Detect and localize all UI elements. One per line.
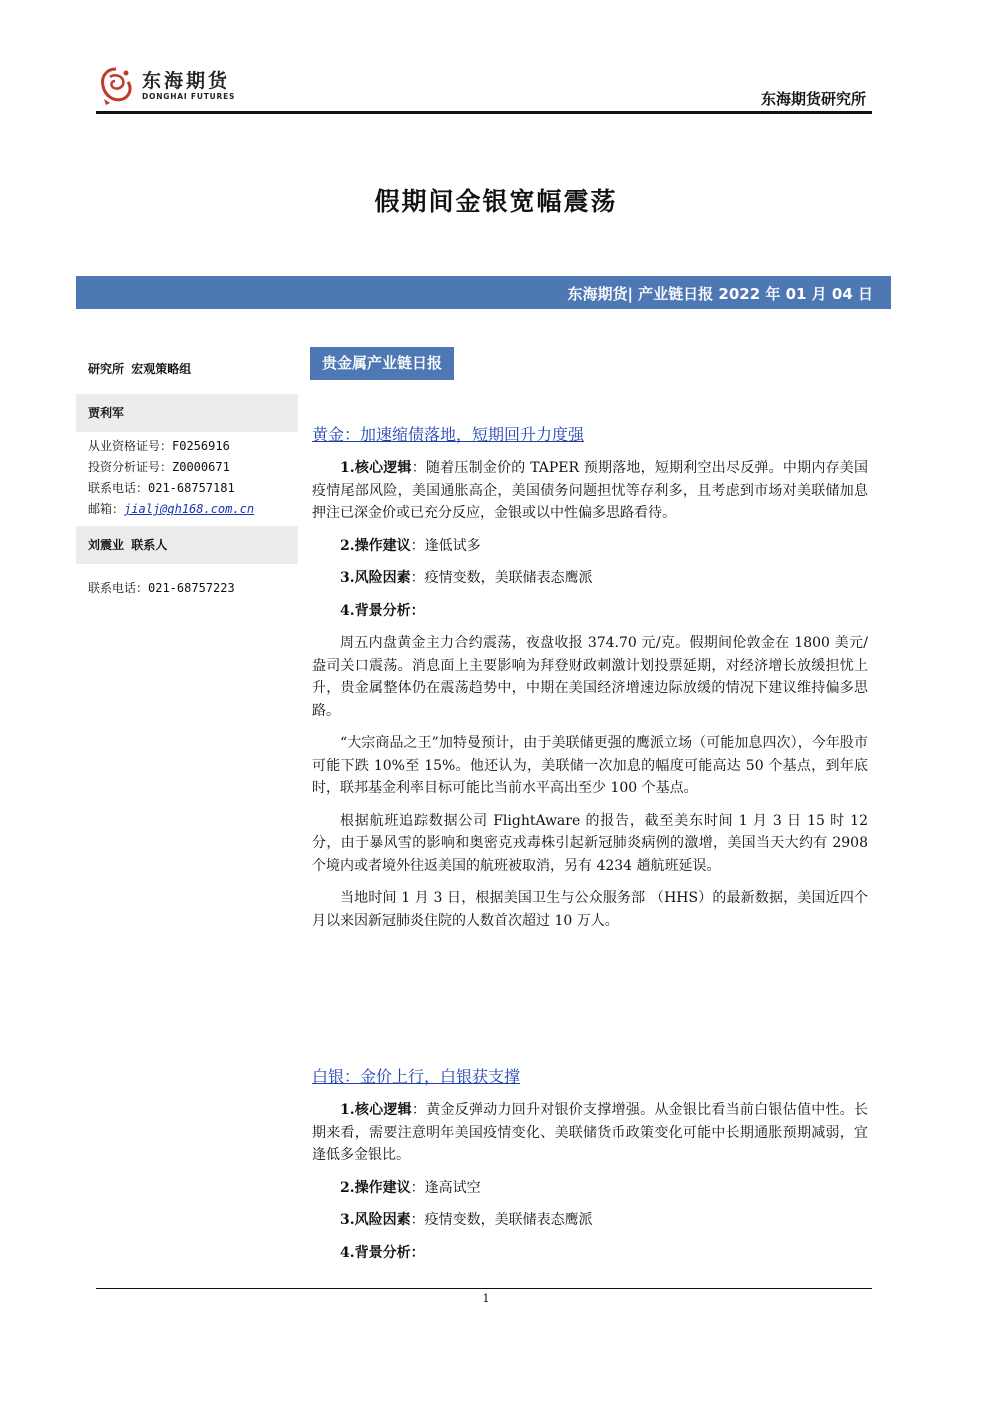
gold-advice-label: 2.操作建议	[340, 537, 411, 554]
analyst-name: 贾利军	[76, 394, 298, 432]
gold-risk-label: 3.风险因素	[340, 570, 411, 586]
report-banner	[76, 276, 891, 309]
gold-bg-p2: “大宗商品之王”加特曼预计，由于美联储更强的鹰派立场（可能加息四次），今年股市可能下跌 10%至 15%。他还认为，美联储一次加息的幅度可能高达 50 个基点，到年底时，联邦基金利率目标可能比当前水平高出至少 100 个基点。	[312, 735, 868, 796]
contact-phone: 联系电话：021-68757223	[88, 581, 235, 595]
analyst-phone: 联系电话：021-68757181	[88, 481, 235, 495]
analyst-email-row	[88, 499, 286, 520]
gold-logic-text: ：随着压制金价的 TAPER 预期落地，短期利空出尽反弹。中期内存美国疫情尾部风险，美国通胀高企，美国债务问题担忧等存利多，且考虑到市场对美联储加息押注已深金价或已充分反应，金银或以中性偏多思路看待。	[312, 460, 868, 521]
silver-risk-text: ：疫情变数，美联储表态鹰派	[410, 1212, 593, 1228]
page-number: 1	[482, 1292, 490, 1305]
banner-text: 东海期货| 产业链日报 2022 年 01 月 04 日	[567, 285, 873, 303]
gold-risk-text: ：疫情变数，美联储表态鹰派	[410, 570, 593, 586]
research-group: 研究所 宏观策略组	[76, 350, 298, 388]
silver-title: 白银：金价上行，白银获支撑	[312, 1067, 521, 1086]
institute-name: 东海期货研究所	[760, 90, 866, 108]
dragon-logo-icon	[96, 65, 136, 107]
contact-name: 刘震业 联系人	[76, 526, 298, 564]
gold-advice-text: ：逢低试多	[410, 537, 481, 554]
gold-logic-label: 1.核心逻辑	[340, 460, 412, 476]
gold-bg-label-text: 4.背景分析：	[340, 602, 425, 619]
gold-advice	[312, 535, 868, 558]
silver-bg-label	[312, 1242, 868, 1265]
gold-risk	[312, 567, 868, 590]
silver-advice-text: ：逢高试空	[410, 1179, 481, 1196]
header-divider	[96, 111, 872, 114]
logo-cn-text: 东海期货	[142, 70, 231, 92]
gold-title: 黄金：加速缩债落地，短期回升力度强	[312, 425, 585, 444]
author-sidebar	[76, 350, 298, 605]
silver-logic	[312, 1099, 868, 1167]
section-tag: 贵金属产业链日报	[310, 347, 454, 380]
gold-bg-label	[312, 600, 868, 623]
email-label: 邮箱：	[88, 502, 125, 516]
email-link[interactable]: jialj@qh168.com.cn	[124, 502, 255, 516]
silver-logic-label: 1.核心逻辑	[340, 1102, 412, 1118]
silver-advice	[312, 1177, 868, 1200]
analysis-number: 投资分析证号：Z0000671	[88, 460, 230, 474]
silver-risk-label: 3.风险因素	[340, 1212, 411, 1228]
gold-bg-p1: 周五内盘黄金主力合约震荡，夜盘收报 374.70 元/克。假期间伦敦金在 1800 美元/盎司关口震荡。消息面上主要影响为拜登财政刺激计划投票延期，对经济增长放缓担忧上升，贵金属整体仍在震荡趋势中，中期在美国经济增速边际放缓的情况下建议维持偏多思路。	[312, 635, 868, 719]
footer-divider	[96, 1288, 872, 1289]
silver-logic-text: ：黄金反弹动力回升对银价支撑增强。从金银比看当前白银估值中性。长期来看，需要注意明年美国疫情变化、美联储货币政策变化可能中长期通胀预期减弱，宜逢低多金银比。	[312, 1102, 868, 1163]
silver-bg-label-text: 4.背景分析：	[340, 1244, 425, 1261]
silver-advice-label: 2.操作建议	[340, 1179, 411, 1196]
logo-en-text: DONGHAI FUTURES	[142, 92, 236, 101]
gold-bg-p3: 根据航班追踪数据公司 FlightAware 的报告，截至美东时间 1 月 3 日 15 时 12 分，由于暴风雪的影响和奥密克戎毒株引起新冠肺炎病例的激增，美国当天大约有 2908 个境内或者境外往返美国的航班被取消，另有 4234 趟航班延误。	[312, 812, 868, 874]
silver-risk	[312, 1209, 868, 1232]
page-title: 假期间金银宽幅震荡	[374, 187, 618, 216]
gold-logic	[312, 457, 868, 525]
qualification-number: 从业资格证号：F0256916	[88, 439, 230, 453]
company-logo	[96, 64, 236, 108]
gold-section	[312, 422, 868, 942]
silver-section	[312, 1064, 868, 1274]
gold-bg-p4: 当地时间 1 月 3 日，根据美国卫生与公众服务部 （HHS）的最新数据，美国近四个月以来因新冠肺炎住院的人数首次超过 10 万人。	[312, 890, 868, 929]
